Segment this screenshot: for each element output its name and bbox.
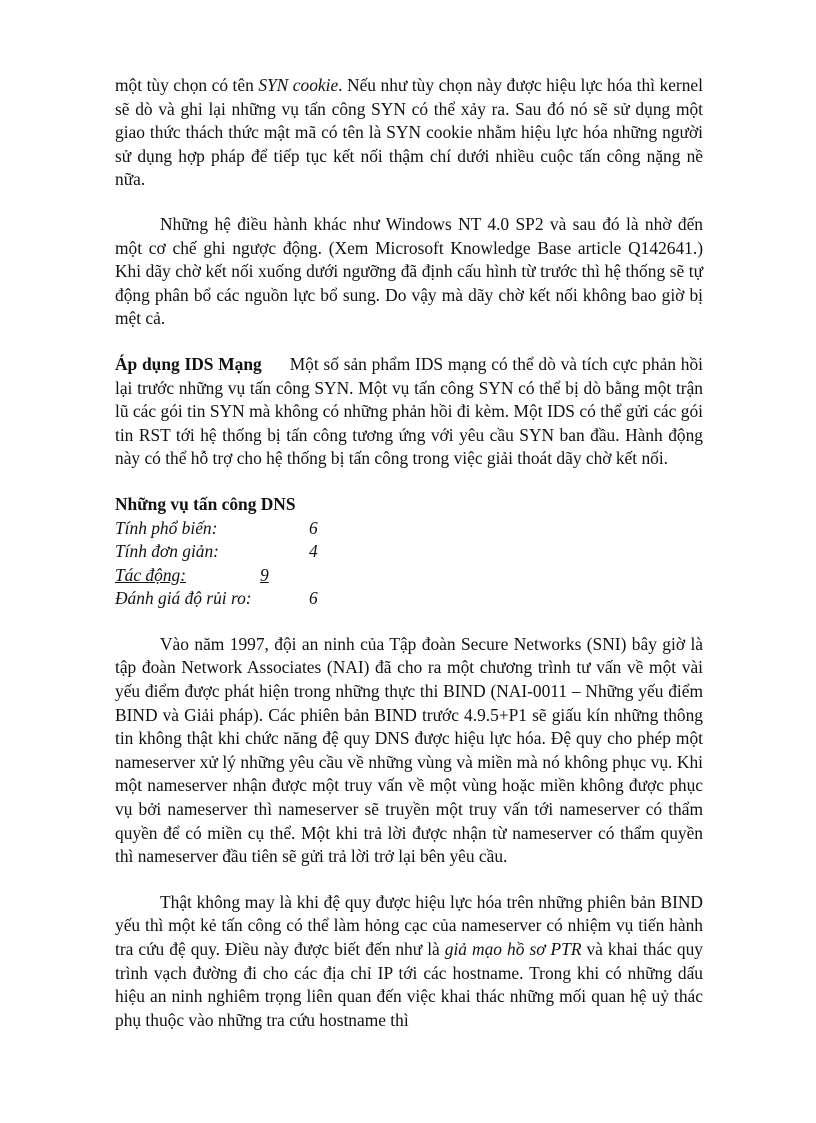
paragraph-ids-network: Áp dụng IDS Mạng Một số sản phẩm IDS mạng có thể dò và tích cực phản hồi lại trước những vụ tấn công SYN. Một vụ tấn công SYN có thể bị dò bằng một trận lũ các gói tin SYN mà không có những phản hồi đi kèm. Một IDS có thể gửi các gói tin RST tới hệ thống bị tấn công tương ứng với yêu cầu SYN ban đầu. Hành động này có thể hỗ trợ cho hệ thống bị tấn công trong việc giải thoát dãy chờ kết nối.	[115, 353, 703, 469]
paragraph-bind-advisory: Vào năm 1997, đội an ninh của Tập đoàn Secure Networks (SNI) bây giờ là tập đoàn Network Associates (NAI) đã cho ra một chương trình tư vấn về một vài yếu điểm được phát hiện trong những thực thi BIND (NAI-0011 – Những yếu điểm BIND và Giải pháp). Các phiên bản BIND trước 4.9.5+P1 sẽ giấu kín những thông tin không thật khi chức năng đệ quy DNS được hiệu lực hóa. Đệ quy cho phép một nameserver xử lý những yêu cầu về những vùng và miền mà nó không phục vụ. Khi một nameserver nhận được một truy vấn về một vùng hoặc miền không được phục vụ bởi nameserver thì nameserver sẽ truyền một truy vấn tới nameserver có thẩm quyền để có miền cụ thể. Một khi trả lời được nhận từ nameserver có thẩm quyền thì nameserver đầu tiên sẽ gửi trả lời trở lại bên yêu cầu.	[115, 633, 703, 867]
rating-value: 4	[309, 541, 318, 562]
rating-row-popularity	[115, 517, 703, 541]
paragraph-windows-nt: Những hệ điều hành khác như Windows NT 4.0 SP2 và sau đó là nhờ đến một cơ chế ghi ngược động. (Xem Microsoft Knowledge Base article Q142641.) Khi dãy chờ kết nối xuống dưới ngưỡng đã định cấu hình từ trước thì hệ thống sẽ tự động phân bổ các nguồn lực bổ sung. Do vậy mà dãy chờ kết nối không bao giờ bị mệt cả.	[115, 213, 703, 329]
section-heading-dns: Những vụ tấn công DNS	[115, 493, 296, 514]
rating-label: Tính phổ biến:	[115, 517, 218, 538]
rating-label: Tác động:	[115, 564, 187, 585]
emphasis-ptr-spoofing: giả mạo hồ sơ PTR	[444, 939, 582, 959]
paragraph-ptr-spoofing: Thật không may là khi đệ quy được hiệu lực hóa trên những phiên bản BIND yếu thì một kẻ tấn công có thể làm hỏng cạc của nameserver có nhiệm vụ tiến hành tra cứu đệ quy. Điều này được biết đến như là giả mạo hồ sơ PTR và khai thác quy trình vạch đường đi cho các địa chỉ IP tới các hostname. Trong khi có những dấu hiệu an ninh nghiêm trọng liên quan đến việc khai thác những mối quan hệ uỷ thác phụ thuộc vào những tra cứu hostname thì	[115, 891, 703, 1030]
risk-rating-table	[115, 517, 703, 611]
rating-value: 6	[309, 517, 318, 538]
emphasis-syn-cookie: SYN cookie	[258, 75, 339, 95]
rating-row-impact	[115, 564, 703, 588]
rating-value: 9	[260, 564, 269, 585]
rating-row-risk	[115, 587, 703, 611]
rating-row-simplicity	[115, 540, 703, 564]
rating-label: Tính đơn giản:	[115, 541, 219, 562]
document-page	[115, 74, 703, 1032]
rating-value: 6	[309, 588, 318, 609]
rating-label: Đánh giá độ rủi ro:	[115, 588, 252, 609]
section-heading-ids: Áp dụng IDS Mạng	[115, 353, 262, 374]
paragraph-syn-cookie: một tùy chọn có tên SYN cookie. Nếu như tùy chọn này được hiệu lực hóa thì kernel sẽ dò và ghi lại những vụ tấn công SYN có thể xảy ra. Sau đó nó sẽ sử dụng một giao thức thách thức mật mã có tên là SYN cookie nhằm hiệu lực hóa những người sử dụng hợp pháp để tiếp tục kết nối thậm chí dưới nhiều cuộc tấn công nặng nề nữa.	[115, 75, 703, 190]
